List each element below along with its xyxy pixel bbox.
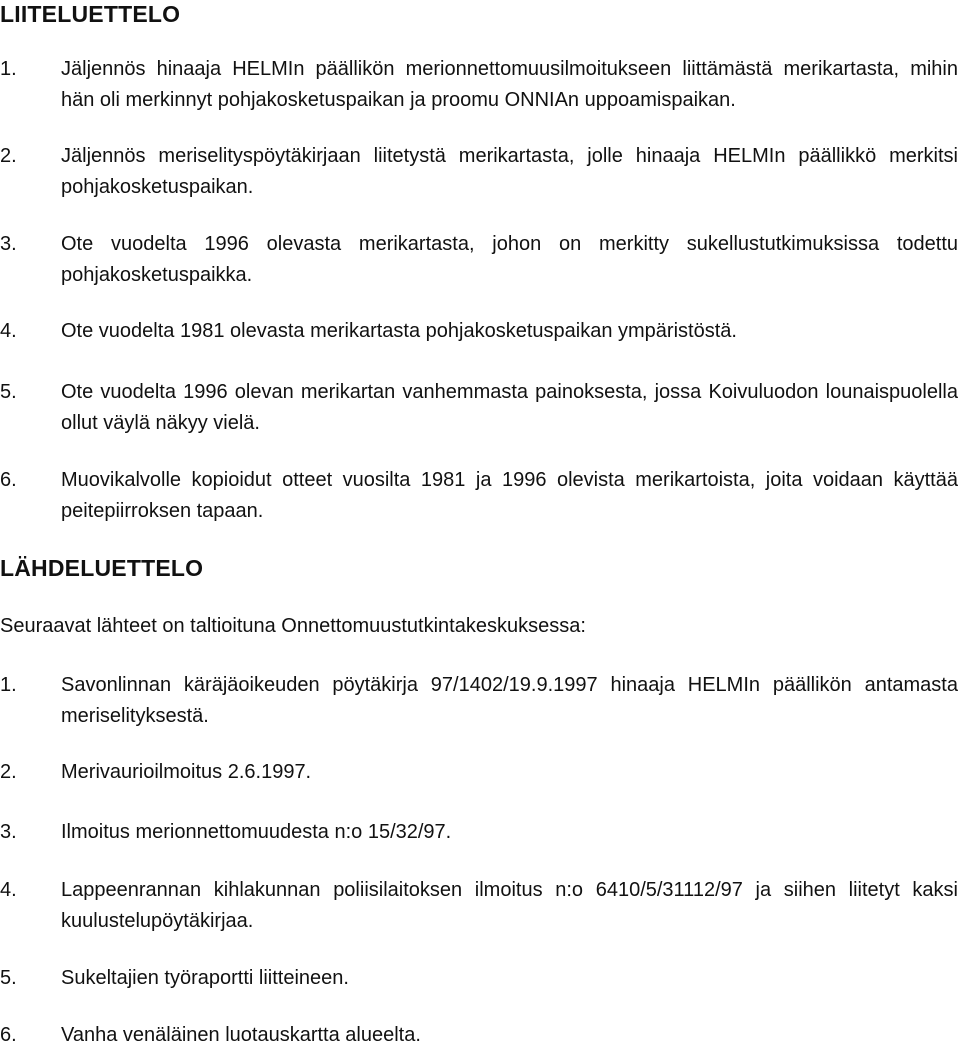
- source-item-text: Vanha venäläinen luotauskartta alueelta.: [61, 1024, 421, 1046]
- attachment-item-3: [0, 229, 958, 291]
- source-item-text: Lappeenrannan kihlakunnan poliisilaitoksen ilmoitus n:o 6410/5/31112/97 ja siihen liitetyt kaksi kuulustelupöytäkirjaa.: [61, 879, 958, 932]
- attachment-item-text: Ote vuodelta 1996 olevan merikartan vanhemmasta painoksesta, jossa Koivuluodon lounaispuolella ollut väylä näkyy vielä.: [61, 381, 958, 434]
- source-item-1: [0, 670, 958, 732]
- source-item-6: [0, 1020, 958, 1051]
- attachment-item-number: 4.: [0, 320, 17, 342]
- attachment-item-text: Muovikalvolle kopioidut otteet vuosilta 1981 ja 1996 olevista merikartoista, joita voidaan käyttää peitepiirroksen tapaan.: [61, 469, 958, 522]
- source-item-number: 5.: [0, 967, 17, 989]
- source-item-2: [0, 757, 958, 788]
- source-item-number: 6.: [0, 1024, 17, 1046]
- sources-intro: Seuraavat lähteet on taltioituna Onnettomuustutkintakeskuksessa:: [0, 615, 586, 637]
- attachment-item-text: Jäljennös hinaaja HELMIn päällikön merionnettomuusilmoitukseen liittämästä merikartasta, mihin hän oli merkinnyt pohjakosketuspaikan ja proomu ONNIAn uppoamispaikan.: [61, 58, 958, 111]
- attachment-item-text: Jäljennös meriselityspöytäkirjaan liitetystä merikartasta, jolle hinaaja HELMIn päällikkö merkitsi pohjakosketuspaikan.: [61, 145, 958, 198]
- source-item-5: [0, 963, 958, 994]
- source-item-text: Ilmoitus merionnettomuudesta n:o 15/32/97.: [61, 821, 452, 843]
- source-item-text: Sukeltajien työraportti liitteineen.: [61, 967, 349, 989]
- source-item-text: Savonlinnan käräjäoikeuden pöytäkirja 97/1402/19.9.1997 hinaaja HELMIn päällikön antamasta meriselityksestä.: [61, 674, 958, 727]
- attachments-heading: LIITELUETTELO: [0, 1, 181, 27]
- attachment-item-number: 5.: [0, 381, 17, 403]
- attachment-item-number: 6.: [0, 469, 17, 491]
- source-item-number: 1.: [0, 674, 17, 696]
- attachment-item-number: 1.: [0, 58, 17, 80]
- source-item-number: 2.: [0, 761, 17, 783]
- source-item-3: [0, 817, 958, 848]
- source-item-number: 3.: [0, 821, 17, 843]
- attachment-item-5: [0, 377, 958, 439]
- attachment-item-text: Ote vuodelta 1996 olevasta merikartasta, johon on merkitty sukellustutkimuksissa todettu pohjakosketuspaikka.: [61, 233, 958, 286]
- source-item-number: 4.: [0, 879, 17, 901]
- sources-heading: LÄHDELUETTELO: [0, 555, 204, 581]
- source-item-text: Merivaurioilmoitus 2.6.1997.: [61, 761, 312, 783]
- attachment-item-6: [0, 465, 958, 527]
- attachment-item-4: [0, 316, 958, 347]
- attachment-item-1: [0, 54, 958, 116]
- attachment-item-text: Ote vuodelta 1981 olevasta merikartasta pohjakosketuspaikan ympäristöstä.: [61, 320, 737, 342]
- attachment-item-number: 2.: [0, 145, 17, 167]
- attachment-item-number: 3.: [0, 233, 17, 255]
- attachment-item-2: [0, 141, 958, 203]
- source-item-4: [0, 875, 958, 937]
